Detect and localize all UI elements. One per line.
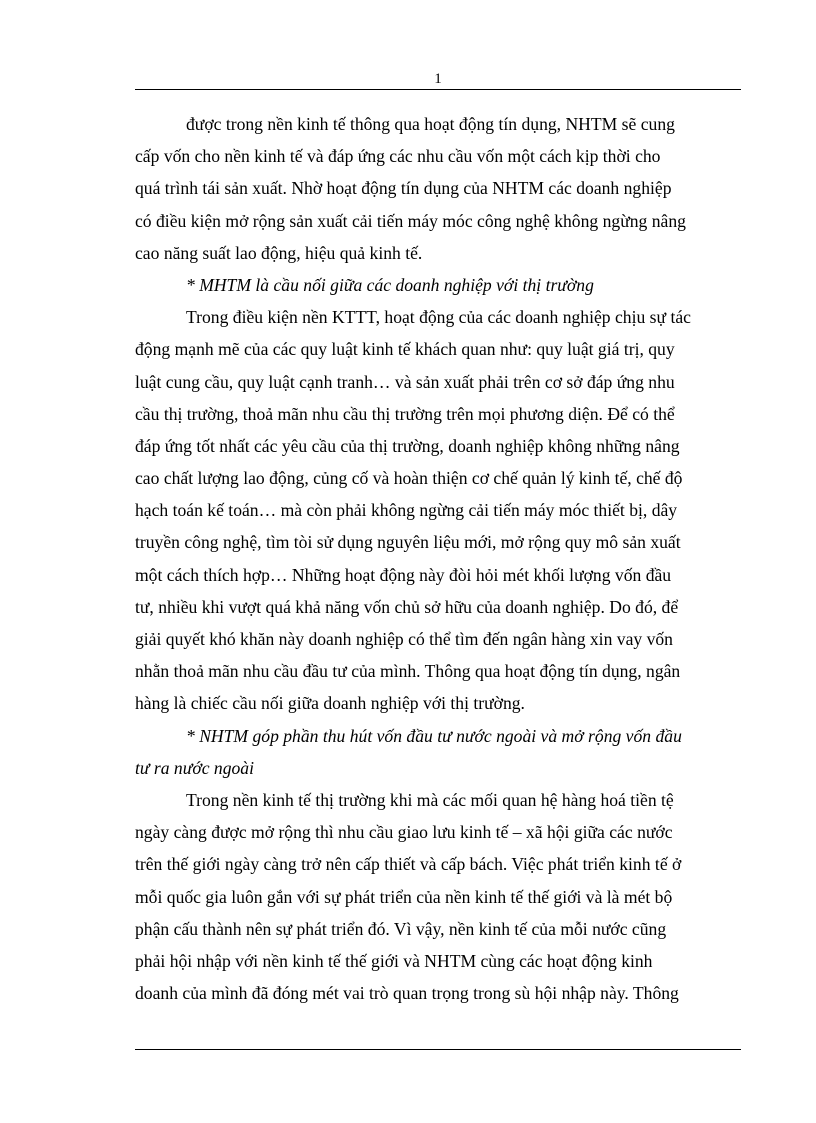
text-line: mỗi quốc gia luôn gắn với sự phát triển của nền kinh tế thế giới và là mét bộ	[135, 886, 673, 907]
text-line: được trong nền kinh tế thông qua hoạt động tín dụng, NHTM sẽ cung	[186, 114, 675, 134]
header-rule	[135, 89, 741, 90]
heading-line: tư ra nước ngoài	[135, 757, 254, 778]
text-line: quá trình tái sản xuất. Nhờ hoạt động tín dụng của NHTM các doanh nghiệp	[135, 178, 672, 199]
text-line: cao chất lượng lao động, củng cố và hoàn thiện cơ chế quản lý kinh tế, chế độ	[135, 468, 683, 489]
text-line: có điều kiện mở rộng sản xuất cải tiến máy móc công nghệ không ngừng nâng	[135, 210, 686, 231]
text-line: Trong nền kinh tế thị trường khi mà các mối quan hệ hàng hoá tiền tệ	[186, 789, 674, 810]
text-line: hàng là chiếc cầu nối giữa doanh nghiệp với thị trường.	[135, 693, 525, 714]
text-line: trên thế giới ngày càng trở nên cấp thiết và cấp bách. Việc phát triển kinh tế ở	[135, 854, 682, 875]
text-line: phận cấu thành nên sự phát triển đó. Vì vậy, nền kinh tế của mỗi nước cũng	[135, 918, 667, 939]
paragraph-integration	[135, 784, 741, 1009]
text-line: ngày càng được mở rộng thì nhu cầu giao lưu kinh tế – xã hội giữa các nước	[135, 822, 673, 843]
heading-line: * MHTM là cầu nối giữa các doanh nghiệp với thị trường	[186, 274, 594, 295]
text-line: cấp vốn cho nền kinh tế và đáp ứng các nhu cầu vốn một cách kịp thời cho	[135, 146, 661, 167]
heading-line: * NHTM góp phần thu hút vốn đầu tư nước ngoài và mở rộng vốn đầu	[186, 725, 682, 746]
text-line: hạch toán kế toán… mà còn phải không ngừng cải tiến máy móc thiết bị, dây	[135, 500, 678, 521]
text-line: Trong điều kiện nền KTTT, hoạt động của các doanh nghiệp chịu sự tác	[186, 307, 691, 328]
text-line: phải hội nhập với nền kinh tế thế giới và NHTM cùng các hoạt động kinh	[135, 950, 653, 971]
text-line: truyền công nghệ, tìm tòi sử dụng nguyên liệu mới, mở rộng quy mô sản xuất	[135, 532, 681, 553]
text-line: doanh của mình đã đóng mét vai trò quan trọng trong sù hội nhập này. Thông	[135, 983, 679, 1004]
document-body	[135, 108, 741, 1009]
paragraph-credit-role	[135, 108, 741, 269]
text-line: giải quyết khó khăn này doanh nghiệp có thể tìm đến ngân hàng xin vay vốn	[135, 629, 673, 649]
footer-rule	[135, 1049, 741, 1050]
text-line: nhằn thoả mãn nhu cầu đầu tư của mình. Thông qua hoạt động tín dụng, ngân	[135, 661, 681, 682]
page-number: 1	[434, 71, 442, 87]
text-line: tư, nhiều khi vượt quá khả năng vốn chủ sở hữu của doanh nghiệp. Do đó, để	[135, 596, 679, 617]
text-line: đáp ứng tốt nhất các yêu cầu của thị trường, doanh nghiệp không những nâng	[135, 435, 680, 456]
section-heading-foreign-investment	[135, 720, 741, 784]
text-line: một cách thích hợp… Những hoạt động này đòi hỏi mét khối lượng vốn đầu	[135, 564, 672, 585]
text-line: luật cung cầu, quy luật cạnh tranh… và sản xuất phải trên cơ sở đáp ứng nhu	[135, 371, 675, 392]
section-heading-bridge	[135, 269, 741, 301]
paragraph-market-bridge	[135, 301, 741, 719]
text-line: cao năng suất lao động, hiệu quả kinh tế.	[135, 242, 423, 263]
text-line: cầu thị trường, thoả mãn nhu cầu thị trường trên mọi phương diện. Để có thể	[135, 403, 675, 424]
text-line: động mạnh mẽ của các quy luật kinh tế khách quan như: quy luật giá trị, quy	[135, 339, 675, 360]
